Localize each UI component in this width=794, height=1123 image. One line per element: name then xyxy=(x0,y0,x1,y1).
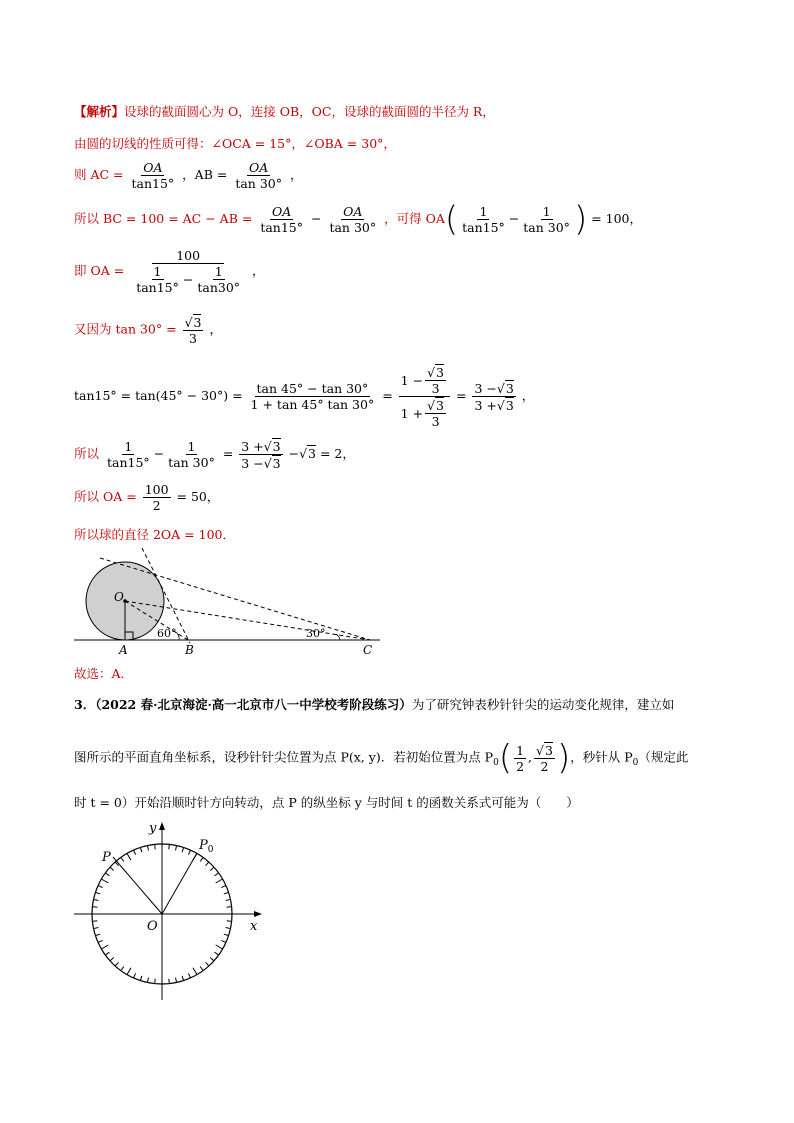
clock-tick xyxy=(221,940,226,942)
fraction xyxy=(249,381,377,412)
denominator: tan15° xyxy=(136,280,179,295)
clock-tick xyxy=(169,979,170,984)
denominator: tan15° xyxy=(107,455,150,470)
text: 3 − xyxy=(241,456,264,471)
denominator: 2 xyxy=(516,758,525,774)
denominator xyxy=(399,397,450,429)
radicand: 3 xyxy=(308,446,316,461)
solution-line-7 xyxy=(74,364,534,429)
text: 1 − xyxy=(400,372,424,388)
fraction xyxy=(143,482,171,513)
solution-line-9 xyxy=(74,482,219,513)
subscript: 0 xyxy=(632,758,639,768)
text: 3 + xyxy=(241,439,264,454)
text: = 50， xyxy=(176,489,220,504)
denominator: tan 30° xyxy=(329,220,377,235)
text: ，AB = xyxy=(182,167,228,182)
tangent-circle-figure xyxy=(70,548,390,658)
clock-tick xyxy=(227,921,232,922)
label-A: A xyxy=(119,643,128,657)
clock-tick xyxy=(216,945,223,949)
numerator: √3 xyxy=(184,315,202,330)
clock-tick xyxy=(216,879,223,883)
text: ， xyxy=(252,263,265,278)
text: 所以 OA = xyxy=(74,489,137,504)
denominator: tan 30° xyxy=(523,220,570,235)
clock-tick xyxy=(98,886,103,888)
fraction xyxy=(105,439,152,470)
text: 为了研究钟表秒针针尖的运动变化规律，建立如 xyxy=(411,697,675,712)
denominator: 2 xyxy=(540,759,549,774)
fraction xyxy=(460,204,507,235)
denominator: tan 30° xyxy=(168,455,215,470)
label-C: C xyxy=(363,643,373,657)
label-B: B xyxy=(185,643,194,657)
subscript: 0 xyxy=(493,758,499,768)
clock-tick xyxy=(155,979,156,984)
clock-tick xyxy=(200,967,203,971)
clock-tick xyxy=(140,976,142,981)
clock-tick xyxy=(110,867,114,870)
label-y: y xyxy=(149,821,157,836)
text: 所以 BC = 100 = AC − AB = xyxy=(74,211,253,226)
clock-tick xyxy=(134,973,136,978)
text: − xyxy=(310,211,322,226)
question-line-2: 图所示的平面直角坐标系，设秒针针尖位置为点 P(x, y)．若初始位置为点 $P_0$( $\frac{1}{2}$ , $\frac{√3}{2}$ )，秒针从 $P_0$（规定此 xyxy=(74,738,689,778)
text: （规定此 xyxy=(638,749,689,765)
denominator: tan30° xyxy=(197,280,241,295)
question-source: （2022 春·北京海淀·高一北京市八一中学校考阶段练习） xyxy=(95,697,412,712)
clock-tick xyxy=(95,934,100,936)
numerator: 100 xyxy=(152,248,224,264)
text: 又因为 tan 30° = xyxy=(74,321,177,337)
clock-tick xyxy=(215,952,219,955)
text: = xyxy=(382,388,393,403)
text: ， xyxy=(521,388,535,403)
clock-tick xyxy=(224,934,229,936)
radicand: 3 xyxy=(505,381,514,396)
question-line-1 xyxy=(74,697,674,713)
denominator: 1 + tan 45° tan 30° xyxy=(250,397,375,412)
denominator: 3 xyxy=(431,414,440,429)
clock-tick xyxy=(182,976,184,981)
clock-tick xyxy=(121,967,124,971)
numerator: √3 xyxy=(427,365,444,380)
y-axis-arrow xyxy=(159,822,165,830)
denominator: 3 xyxy=(431,381,440,396)
denominator: tan 30° xyxy=(235,176,282,191)
text: − xyxy=(288,446,300,461)
radicand: 3 xyxy=(272,439,281,454)
fraction xyxy=(233,160,284,191)
fraction xyxy=(425,364,446,396)
clock-tick xyxy=(210,957,214,960)
label-O: O xyxy=(147,919,158,934)
fraction xyxy=(514,743,526,774)
label-P0-sub: 0 xyxy=(207,845,214,855)
clock-tick xyxy=(127,853,131,860)
solution-line-1 xyxy=(74,104,495,120)
paren-right: ) xyxy=(556,738,571,778)
fraction xyxy=(195,264,242,295)
denominator: 2 xyxy=(152,498,161,513)
numerator: 100 xyxy=(144,482,169,497)
numerator: 1 xyxy=(214,264,223,279)
fraction xyxy=(166,439,217,470)
solution-line-2: 由圆的切线的性质可得：∠OCA = 15°，∠OBA = 30°， xyxy=(74,136,396,151)
clock-tick xyxy=(92,907,97,908)
solution-line-3 xyxy=(74,160,302,191)
numerator: OA xyxy=(249,160,269,175)
numerator: 1 xyxy=(542,204,551,219)
clock-tick xyxy=(215,873,219,876)
radicand: 3 xyxy=(272,456,281,471)
clock-tick xyxy=(147,846,148,851)
clock-tick xyxy=(101,879,108,883)
fraction xyxy=(472,380,515,413)
text: 图所示的平面直角坐标系，设秒针针尖位置为点 P(x, y)．若初始位置为点 P xyxy=(74,749,494,765)
clock-tick xyxy=(210,867,214,870)
clock-tick xyxy=(205,962,208,966)
numerator: 1 xyxy=(153,264,162,279)
radicand: 3 xyxy=(436,398,444,413)
clock-tick xyxy=(226,928,231,929)
text: 3 + xyxy=(474,398,497,413)
fraction xyxy=(521,204,572,235)
compound-fraction xyxy=(399,364,450,429)
clock-tick xyxy=(92,921,97,922)
solution-label: 【解析】 xyxy=(74,104,125,119)
numerator: 1 xyxy=(516,742,525,758)
clock-tick xyxy=(205,862,208,866)
denominator: 3 +√3 xyxy=(474,398,514,413)
second-hand-P0 xyxy=(162,853,197,914)
fraction xyxy=(183,314,204,346)
text: = 2， xyxy=(319,446,355,461)
text: 3 − xyxy=(474,381,497,396)
numerator: OA xyxy=(343,204,363,219)
label-x: x xyxy=(250,919,258,934)
solution-line-6 xyxy=(74,314,222,346)
clock-tick xyxy=(134,850,136,855)
text: 所以 xyxy=(74,446,100,461)
text: = xyxy=(455,388,467,403)
question-number: 3． xyxy=(74,697,96,712)
fraction xyxy=(134,264,181,295)
clock-tick xyxy=(169,844,170,849)
numerator: 1 xyxy=(124,439,133,454)
denominator: 3 xyxy=(189,331,197,346)
fraction xyxy=(258,204,305,235)
text: 则 AC = xyxy=(74,167,124,182)
clock-tick xyxy=(176,846,177,851)
text: ，可得 OA xyxy=(384,211,445,226)
question-line-3: 时 t = 0）开始沿顺时针方向转动，点 P 的纵坐标 y 与时间 t 的函数关系式可能为（ ） xyxy=(74,795,579,810)
clock-tick xyxy=(115,962,118,966)
numerator: 3 −√3 xyxy=(474,381,514,396)
radicand: 3 xyxy=(436,365,444,380)
text: ，秒针从 P xyxy=(570,749,633,765)
clock-tick xyxy=(105,873,109,876)
clock-tick xyxy=(182,847,184,852)
clock-tick xyxy=(147,978,148,983)
text: ， xyxy=(289,167,303,182)
numerator xyxy=(399,364,450,397)
clock-tick xyxy=(188,850,190,855)
text: = 100， xyxy=(591,211,642,226)
clock-tick xyxy=(110,957,114,960)
paren-right: ) xyxy=(573,199,588,240)
compound-fraction xyxy=(130,248,246,295)
clock-tick xyxy=(101,945,108,949)
clock-tick xyxy=(155,844,156,849)
label-P0-main: P xyxy=(199,838,208,853)
solution-line-8: 所以 $\frac{1}{\tan 15^\circ}$ − $\frac{1}{\tan 30^\circ}$ = $\frac{3 +√3}{3 -√3}$ −√3 = 2， xyxy=(74,439,355,471)
fraction xyxy=(327,204,378,235)
numerator: tan 45° − tan 30° xyxy=(256,381,369,396)
fraction xyxy=(239,438,282,471)
text: = xyxy=(222,446,234,461)
clock-tick xyxy=(121,857,124,861)
clock-tick xyxy=(94,899,99,900)
clock-tick xyxy=(105,952,109,955)
solution-line-10: 所以球的直径 2OA = 100． xyxy=(74,527,235,542)
radicand: 3 xyxy=(545,743,553,758)
text: 即 OA = xyxy=(74,263,125,278)
clock-tick xyxy=(94,928,99,929)
fraction xyxy=(130,160,177,191)
text: ， xyxy=(209,321,222,337)
numerator: 3 +√3 xyxy=(241,439,281,454)
clock-tick xyxy=(200,857,203,861)
clock-tick xyxy=(188,973,190,978)
paren-left: ( xyxy=(498,738,513,778)
denominator: $\frac{1}{\tan 15^\circ}$ − $\frac{1}{\tan 30^\circ}$ xyxy=(136,264,241,295)
numerator: √3 xyxy=(536,743,553,758)
answer-line: 故选：A. xyxy=(74,666,125,681)
denominator: tan15° xyxy=(131,176,175,191)
text: − xyxy=(153,446,165,461)
label-P: P xyxy=(102,850,111,865)
label-P0 xyxy=(198,838,214,855)
radicand: 3 xyxy=(193,315,202,330)
clock-tick xyxy=(127,968,131,975)
clock-tick xyxy=(193,968,197,975)
clock-tick xyxy=(227,907,232,908)
solution-line-4: 所以 BC = 100 = AC − AB = $\frac{OA}{\tan 15^\circ}$ − $\frac{OA}{\tan 30^\circ}$ ，可得 OA( $\frac{1}{\tan 15^\circ}$ − $\frac{1}{\tan 30^\circ}$ ) = 100， xyxy=(74,199,642,240)
numerator: 1 xyxy=(479,204,488,219)
fraction xyxy=(425,397,446,429)
clock-tick xyxy=(221,886,226,888)
radicand: 3 xyxy=(505,398,514,413)
numerator: OA xyxy=(143,160,163,175)
angle-label-30: 30° xyxy=(306,627,326,640)
denominator: tan15° xyxy=(260,220,303,235)
clock-figure xyxy=(66,816,276,1006)
label-O: O xyxy=(114,590,124,604)
numerator: OA xyxy=(272,204,292,219)
denominator: tan15° xyxy=(462,220,505,235)
clock-tick xyxy=(176,978,177,983)
x-axis-arrow xyxy=(254,911,262,917)
numerator: √3 xyxy=(427,398,444,413)
text: 1 + xyxy=(400,405,424,421)
paren-left: ( xyxy=(444,199,459,240)
numerator: 1 xyxy=(187,439,196,454)
solution-text-1: 设球的截面圆心为 O，连接 OB，OC，设球的截面圆的半径为 R， xyxy=(124,104,495,119)
second-hand-P xyxy=(113,857,162,914)
clock-tick xyxy=(95,892,100,894)
clock-tick xyxy=(98,940,103,942)
clock-tick xyxy=(140,847,142,852)
angle-label-60: 60° xyxy=(157,627,177,640)
text: tan15° = tan(45° − 30°) = xyxy=(74,388,243,403)
solution-line-5 xyxy=(74,248,265,295)
denominator: 3 −√3 xyxy=(241,456,281,471)
clock-tick xyxy=(224,892,229,894)
clock-tick xyxy=(226,899,231,900)
fraction xyxy=(534,742,555,774)
